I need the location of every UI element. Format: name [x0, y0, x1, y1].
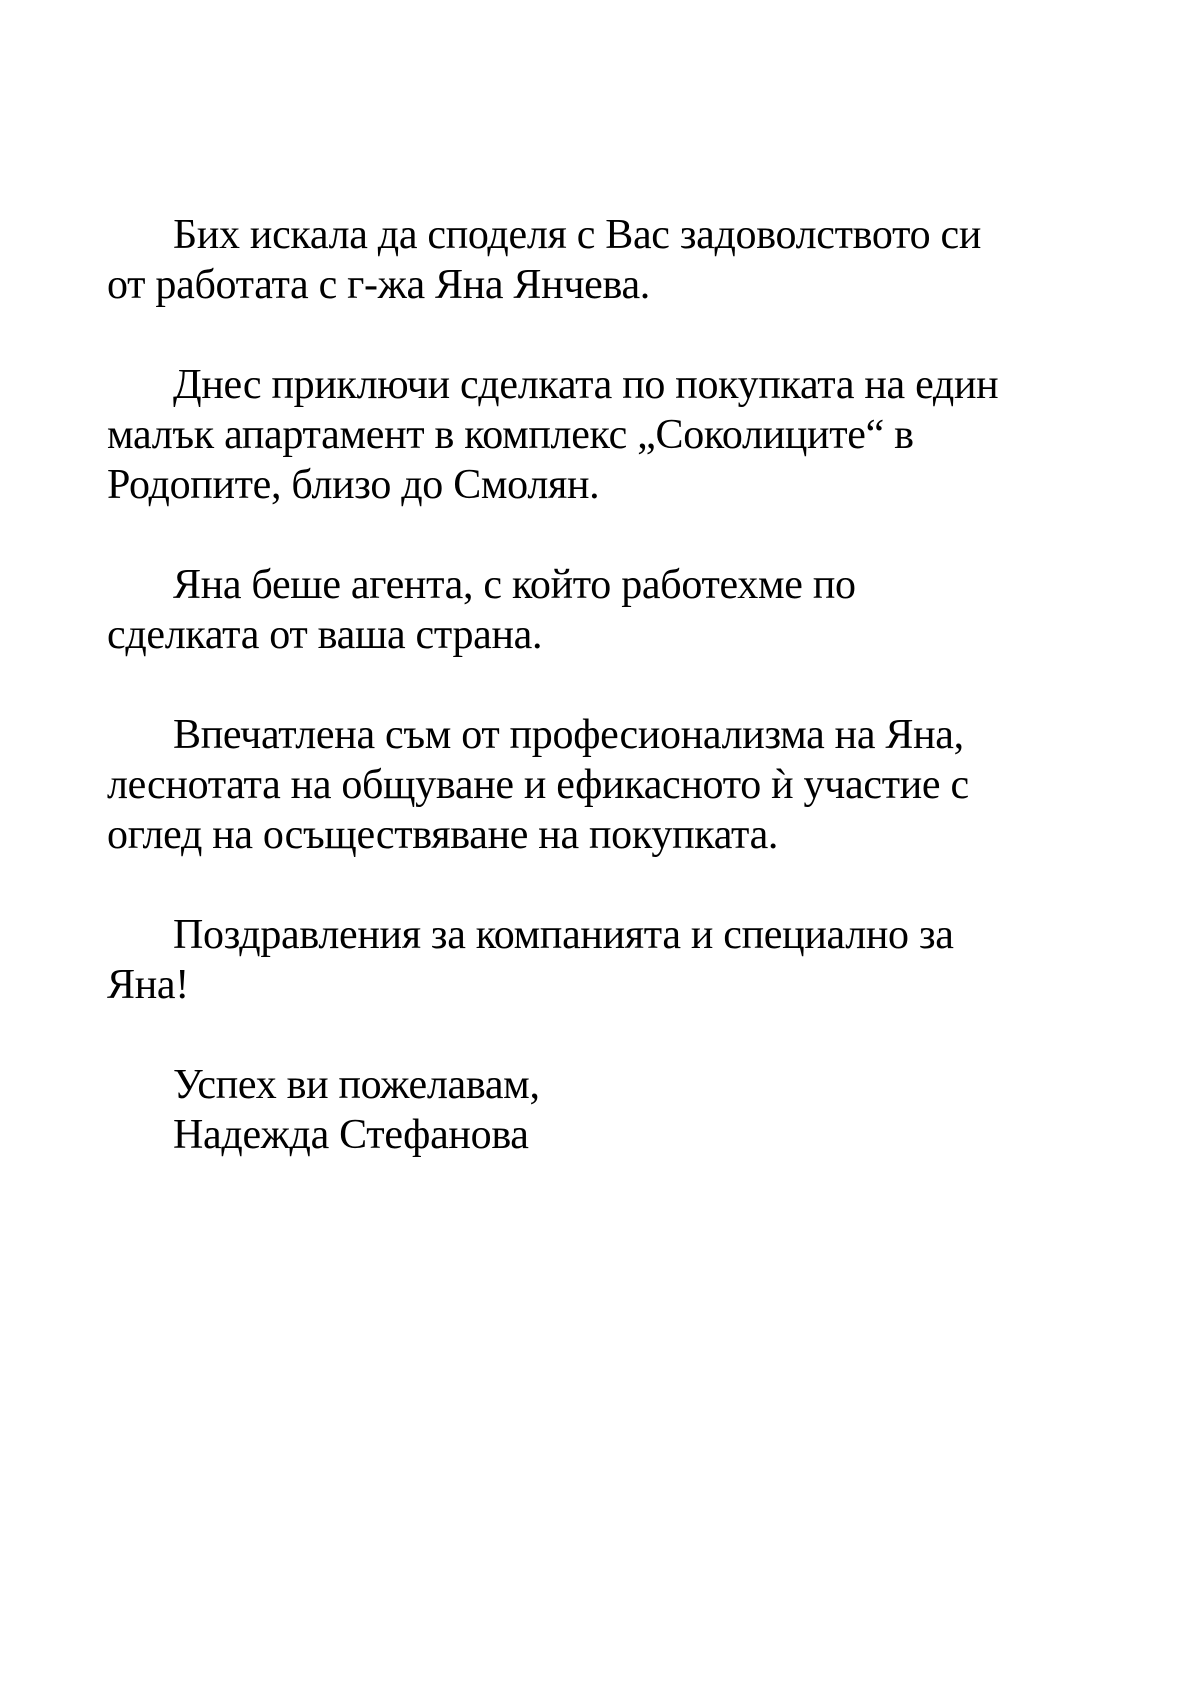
- signature-block: [107, 1060, 1100, 1160]
- closing-line: Успех ви пожелавам,: [173, 1062, 540, 1108]
- paragraph-line: Яна!: [107, 962, 189, 1008]
- paragraph: [107, 710, 1100, 860]
- paragraph-line: оглед на осъществяване на покупката.: [107, 812, 779, 858]
- paragraph-line: малък апартамент в комплекс „Соколиците“ в: [107, 412, 914, 458]
- paragraph: [107, 360, 1100, 510]
- paragraph-line: Родопите, близо до Смолян.: [107, 462, 600, 508]
- paragraph-line: Яна беше агента, с който работехме по: [173, 562, 856, 608]
- paragraph-line: от работата с г-жа Яна Янчева.: [107, 262, 651, 308]
- paragraph-line: Впечатлена съм от професионализма на Яна,: [173, 712, 964, 758]
- paragraph: [107, 210, 1100, 310]
- paragraph: [107, 910, 1100, 1010]
- paragraph: [107, 560, 1100, 660]
- paragraph-line: Поздравления за компанията и специално за: [173, 912, 954, 958]
- paragraph-line: Днес приключи сделката по покупката на един: [173, 362, 999, 408]
- paragraph-line: Бих искала да споделя с Вас задоволството си: [173, 212, 981, 258]
- signature-name: Надежда Стефанова: [173, 1112, 529, 1158]
- paragraph-line: сделката от ваша страна.: [107, 612, 543, 658]
- paragraph-line: леснотата на общуване и ефикасното ѝ участие с: [107, 762, 969, 808]
